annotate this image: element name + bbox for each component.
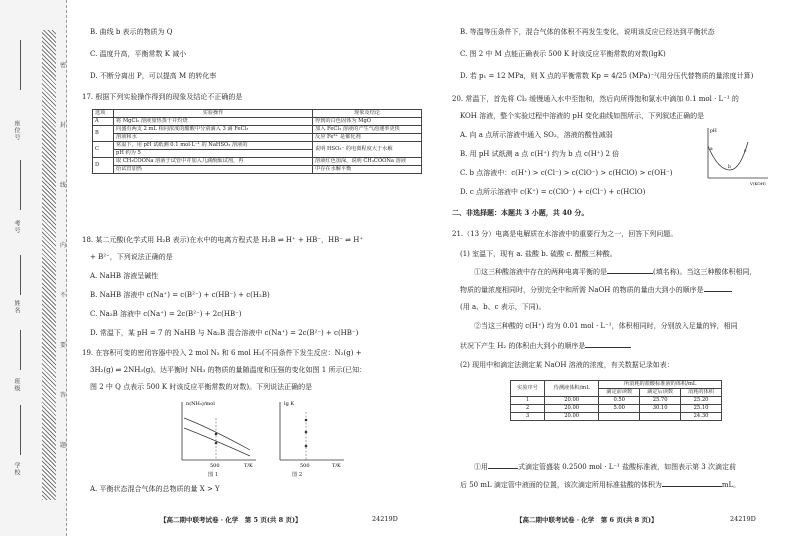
titration-table	[510, 380, 722, 421]
q20-option-d: D. c 点所示溶液中 c(K⁺) = c(ClO⁻) + c(Cl⁻) + c(HClO)	[460, 188, 646, 196]
ph-point-c: c	[744, 149, 747, 154]
fig2-point-q	[305, 431, 308, 434]
q19-option-a: A. 平衡状态混合气体的总物质的量 X > Y	[90, 485, 220, 493]
fig1-point-x	[215, 433, 218, 436]
table-cell: 20.00	[545, 413, 599, 421]
table-cell: 加入 FeCl₃ 溶液的产生气泡速率更快	[313, 126, 422, 134]
seal-char: 密	[60, 62, 67, 69]
table-row	[93, 166, 422, 174]
seat-line	[20, 40, 21, 90]
q16-option-b: B. 曲线 b 表示的物质为 Q	[90, 28, 173, 36]
table-cell: C	[93, 142, 114, 158]
fig1-point-y	[215, 442, 218, 445]
q20-option-a: A. 向 a 点所示溶液中通入 SO₂，溶液的酸性减弱	[460, 131, 613, 139]
q21-part1-line2	[460, 285, 732, 295]
school-label: 学校	[13, 462, 20, 476]
seal-char: 要	[60, 342, 67, 349]
table-header-cell: 所消耗的盐酸标准液的体积/mL	[599, 381, 722, 389]
binding-margin	[0, 0, 67, 536]
table-cell: 将 MgCl₂ 溶液加热蒸干并灼烧	[114, 118, 313, 126]
table-cell: 25.70	[640, 397, 681, 405]
figure-1-caption: 图 1	[208, 472, 219, 478]
table-row	[93, 126, 422, 134]
table-header-cell: 实验操作	[114, 110, 313, 118]
seal-char: 答	[60, 392, 67, 399]
q21-part2: (2) 现用中和滴定法测定某 NaOH 溶液的浓度，有关数据记录如表：	[460, 361, 674, 369]
answer-blank[interactable]	[662, 480, 722, 487]
fig1-curve-p2	[184, 428, 250, 456]
left-footer: 【高二期中联考试卷 · 化学 第 5 页(共 8 页)】	[160, 516, 302, 524]
q21-part1-text-d: 状况下产生 H₂ 的体积由大到小的顺序是	[460, 342, 586, 350]
q19-option-d: D. 若 p₁ = 12 MPa，则 X 点的平衡常数 Kp = 4/25 (MPa)⁻²(用分压代替物质的量浓度计算)	[460, 72, 754, 80]
table-cell: 溶液和水	[114, 134, 313, 142]
table-row	[511, 397, 722, 405]
table-header-cell: 滴定后读数	[640, 389, 681, 397]
q21-part1-line4: ②当这三种酸的 c(H⁺) 均为 0.01 mol · L⁻¹，体积相同时，分别放入足量的锌，相同	[474, 322, 738, 330]
table-cell: 溶液红色加深，说明 CH₃COONa 溶液	[313, 158, 422, 166]
table-cell: 0.50	[599, 397, 640, 405]
table-row	[93, 118, 422, 126]
q21-part3-line2	[460, 480, 740, 490]
table-header-cell: 消耗的体积	[681, 389, 722, 397]
table-cell: 常温下，用 pH 试纸测 0.1 mol·L⁻¹ 的 NaHSO₃ 溶液的	[114, 142, 313, 150]
table-header-row	[511, 381, 722, 389]
q21-part1-line3: (用 a、b、c 表示，下同)。	[460, 303, 546, 311]
q21-part3-text-d: mL。	[721, 481, 741, 489]
seal-char: 内	[60, 242, 67, 249]
q17-stem: 17. 根据下列实验操作得到的现象及结论不正确的是	[82, 93, 243, 101]
table-cell: 30.10	[640, 405, 681, 413]
table-cell: 20.00	[545, 405, 599, 413]
name-label: 姓名	[13, 300, 20, 314]
fig1-x-label: T/K	[244, 463, 253, 468]
left-footer-code: 24219D	[372, 515, 398, 523]
table-header-cell: 现象及结论	[313, 110, 422, 118]
seal-char: 题	[60, 442, 67, 449]
table-cell: 25.20	[681, 397, 722, 405]
school-line	[20, 405, 21, 455]
fig2-point-m	[305, 419, 308, 422]
class-label: 班级	[13, 378, 20, 392]
table-header-row	[93, 110, 422, 118]
fig1-tick: 500	[210, 463, 220, 468]
name-line	[20, 255, 21, 295]
table-row	[93, 142, 422, 150]
right-footer: 【高二期中联考试卷 · 化学 第 6 页(共 8 页)】	[516, 516, 658, 524]
class-line	[20, 330, 21, 370]
answer-blank[interactable]	[607, 267, 653, 274]
q20-stem-line1: 20. 常温下，首先将 Cl₂ 缓慢通入水中至饱和，然后向所得饱和氯水中滴加 0.1 mol · L⁻¹ 的	[452, 95, 739, 103]
answer-blank[interactable]	[585, 341, 631, 348]
table-cell: 取 CH₃COONa 溶液于试管中并加入几滴酚酞试剂，再	[114, 158, 313, 166]
table-cell: pH 约为 5	[114, 150, 313, 158]
fig2-tick: 500	[300, 463, 310, 468]
q19-option-c: C. 图 2 中 M 点能正确表示 500 K 时该反应平衡常数的对数(lgK)	[460, 50, 666, 58]
figure-2-caption: 图 2	[292, 472, 303, 478]
q20-option-b: B. 用 pH 试纸测 a 点 c(H⁺) 约为 b 点 c(H⁺) 2 倍	[460, 150, 620, 158]
table-row	[511, 413, 722, 421]
fig1-y-label: n(NH₃)/mol	[186, 401, 215, 407]
q21-part1-line1	[474, 267, 756, 277]
table-header-cell: 待测液体积/mL	[545, 381, 599, 397]
q18-option-d: D. 常温下，某 pH = 7 的 NaHB 与 Na₂B 混合溶液中 c(Na⁺) = 2c(B²⁻) + c(HB⁻)	[90, 329, 359, 337]
table-cell: 说明 HSO₃⁻ 的电离程度大于水解	[313, 142, 422, 158]
table-cell: A	[93, 118, 114, 126]
q19-option-b: B. 等温等压条件下，混合气体的体积不再发生变化，说明该反应已经达到平衡状态	[460, 28, 715, 36]
q21-part3-text-c: 后 50 mL 滴定管中液面的位置，该次滴定所用标准盐酸的体积为	[460, 481, 662, 489]
q21-part3-text-a: ①用	[474, 463, 488, 471]
q19-stem-line2: 3H₂(g) ⇌ 2NH₃(g)。达平衡时 NH₃ 的物质的量随温度和压强的变化如图 1 所示(已知：	[90, 366, 367, 374]
table-row	[93, 134, 422, 142]
table-cell: 3	[511, 413, 545, 421]
table-cell: D	[93, 158, 114, 174]
fig2-y-label: lg K	[284, 401, 295, 407]
q20-stem-line2: KOH 溶液，整个实验过程中溶液的 pH 变化曲线如图所示，下列叙述正确的是	[460, 112, 705, 120]
q19-stem-line3: 图 2 中 Q 点表示 500 K 时该反应平衡常数的对数)。下列说法正确的是	[90, 383, 313, 391]
table-cell: 25.10	[681, 405, 722, 413]
q21-part3-line1	[474, 462, 736, 472]
table-cell: 向盛有两支 2 mL 相同浓度的醋酸中分别滴入 3 滴 FeCl₃	[114, 126, 313, 134]
table-cell: 给试管加热	[114, 166, 313, 174]
q21-part1-text-c: 物质的量浓度相同时，分别完全中和所需 NaOH 的物质的量由大到小的顺序是	[460, 286, 704, 294]
fig2-x-label: T/K	[332, 463, 341, 468]
id-label: 考号	[13, 220, 20, 234]
q21-part1-line5	[460, 341, 631, 351]
table-cell: B	[93, 126, 114, 142]
table-cell: 得到的白色固体为 MgO	[313, 118, 422, 126]
fig2-point-n	[305, 445, 308, 448]
ph-curve-graph	[700, 124, 772, 186]
seal-char: 封	[60, 122, 67, 129]
table-cell: 20.00	[545, 397, 599, 405]
table-cell: 反应 Fe³⁺ 是催化剂	[313, 134, 422, 142]
table-header-cell: 选项	[93, 110, 114, 118]
table-cell: 中存在水解平衡	[313, 166, 422, 174]
table-header-cell: 滴定前读数	[599, 389, 640, 397]
id-line	[20, 160, 21, 210]
answer-blank[interactable]	[488, 462, 518, 469]
ph-point-b: b	[728, 165, 731, 170]
ph-point-a: a	[710, 147, 713, 152]
table-cell	[640, 413, 681, 421]
figure-2	[268, 398, 348, 468]
table-cell: 2	[511, 405, 545, 413]
q21-part1: (1) 室温下，现有 a. 盐酸 b. 硫酸 c. 醋酸三种酸。	[460, 250, 617, 258]
section-2-heading: 二、非选择题：本题共 3 小题，共 40 分。	[452, 208, 589, 217]
q18-option-a: A. NaHB 溶液呈碱性	[90, 272, 159, 280]
ph-x-label: V(KOH)	[750, 181, 766, 186]
q16-option-d: D. 不断分离出 P，可以提高 M 的转化率	[90, 72, 217, 80]
figure-1	[170, 398, 260, 468]
q18-stem-line2: + B²⁻，下列说法正确的是	[90, 253, 173, 261]
q18-option-b: B. NaHB 溶液中 c(Na⁺) = c(B²⁻) + c(HB⁻) + c(H₂B)	[90, 291, 270, 299]
table-cell: 24.30	[681, 413, 722, 421]
table-row	[511, 405, 722, 413]
right-footer-code: 24219D	[730, 515, 756, 523]
q18-option-c: C. Na₂B 溶液中 c(Na⁺) = 2c(B²⁻) + 2c(HB⁻)	[90, 310, 242, 318]
table-cell: 1	[511, 397, 545, 405]
q21-part1-text-a: ①这三种酸溶液中存在的两种电离平衡的是	[474, 268, 607, 276]
table-header-cell: 实验序号	[511, 381, 545, 397]
q20-option-c: C. b 点溶液中：c(H⁺) > c(Cl⁻) > c(ClO⁻) > c(HClO) > c(OH⁻)	[460, 169, 673, 177]
q21-part3-text-b: 式滴定管盛装 0.2500 mol · L⁻¹ 盐酸标准液，如图表示第 3 次滴定前	[518, 463, 736, 471]
binding-hatch-band	[42, 30, 56, 500]
seal-char: 线	[60, 182, 67, 189]
q19-stem-line1: 19. 在容积可变的密闭容器中投入 2 mol N₂ 和 6 mol H₂(不同条件下发生反应：N₂(g) +	[82, 349, 362, 357]
q17-table	[92, 109, 422, 174]
table-cell: 5.00	[599, 405, 640, 413]
ph-y-label: pH	[710, 129, 717, 134]
q18-stem-line1: 18. 某二元酸(化学式用 H₂B 表示)在水中的电离方程式是 H₂B ⇌ H⁺ + HB⁻，HB⁻ ⇌ H⁺	[82, 236, 364, 244]
answer-blank[interactable]	[704, 285, 732, 292]
q21-part1-text-b: (填名称)。当这三种酸体积相同，	[653, 268, 757, 276]
q16-option-c: C. 温度升高，平衡常数 K 减小	[90, 50, 187, 58]
seat-label: 座位号	[13, 120, 20, 141]
seal-char: 不	[60, 292, 67, 299]
q21-stem: 21.（13 分）电离是电解质在水溶液中的重要行为之一，回答下列问题。	[452, 230, 678, 238]
table-cell	[599, 413, 640, 421]
table-row	[93, 158, 422, 166]
